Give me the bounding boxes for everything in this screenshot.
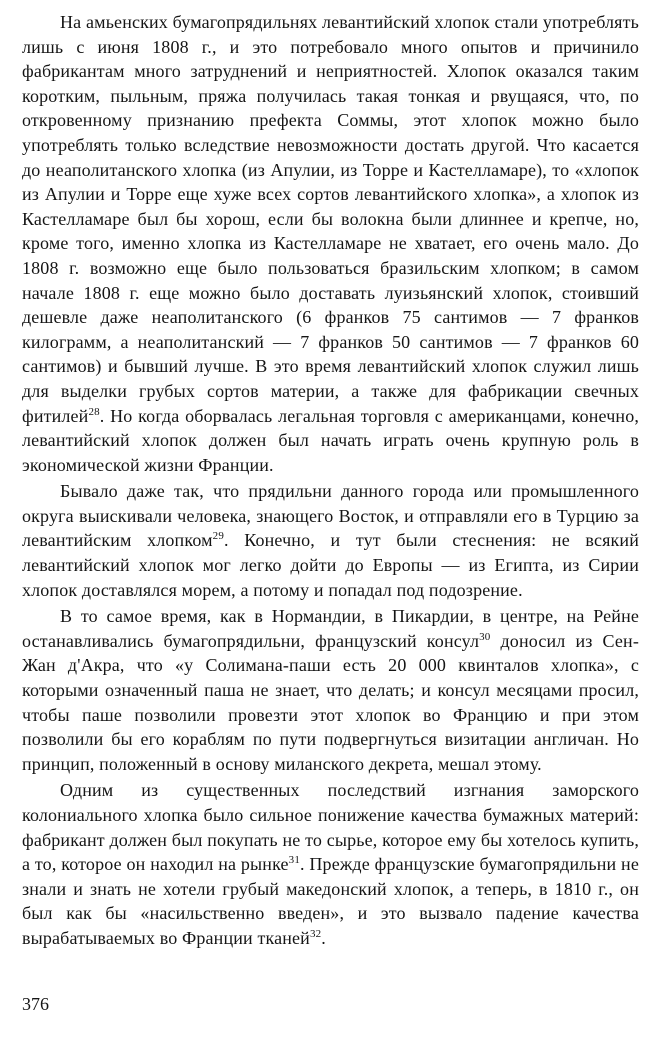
text-run: доносил из Сен-Жан д'Акра, что «у Солимана-паши есть 20 000 квинталов хлопка», с которыми означенный паша не знает, что делать; и консул месяцами просил, чтобы паше позволили провезти этот хлопок во Францию и при этом позволили бы его кораблям по пути подвергнуться визитации англичан. Но принцип, положенный в основу миланского декрета, мешал этому. (22, 630, 639, 774)
text-run: . Конечно, и тут были стеснения: не всякий левантийский хлопок мог легко дойти до Европы — из Египта, из Сирии хлопок доставлялся морем, а потому и попадал под подозрение. (22, 530, 639, 600)
page-number: 376 (22, 994, 49, 1014)
footnote-ref: 28 (88, 405, 100, 418)
footnote-ref: 29 (212, 530, 224, 543)
text-run: . Но когда оборвалась легальная торговля с американцами, конечно, левантийский хлопок должен был начать играть очень крупную роль в экономической жизни Франции. (22, 405, 639, 475)
footnote-ref: 32 (309, 927, 322, 940)
paragraph-3 (22, 604, 639, 776)
body-text (22, 10, 639, 951)
text-run: . Прежде французские бумагопрядильни не знали и знать не хотели грубый македонский хлопок, а теперь, в 1810 г., он был как бы «насильственно введен», и это вызвало падение качества вырабатываемых во Франции тканей (22, 854, 639, 948)
text-run: На амьенских бумагопрядильнях левантийский хлопок стали употреблять лишь с июня 1808 г., и это потребовало много опытов и причинило фабрикантам много затруднений и неприятностей. Хлопок оказался таким коротким, пыльным, пряжа получилась такая тонкая и рвущаяся, что, по откровенному признанию префекта Соммы, этот хлопок можно было употреблять только вследствие невозможности достать другой. Что касается до неаполитанского хлопка (из Апулии, из Торре и Кастелламаре), то «хлопок из Апулии и Торре еще хуже всех сортов левантийского хлопка», а хлопок из Кастелламаре был бы хорош, если бы волокна были длиннее и крепче, но, кроме того, именно хлопка из Кастелламаре не хватает, его очень мало. До 1808 г. возможно еще было пользоваться бразильским хлопком; в самом начале 1808 г. еще можно было доставать луизьянский хлопок, стоивший дешевле даже неаполитанского (6 франков 75 сантимов — 7 франков килограмм, а неаполитанский — 7 франков 50 сантимов — 7 франков 60 сантимов) и бывший лучше. В это время левантийский хлопок служил лишь для выделки грубых сортов материи, а также для фабрикации свечных фитилей (22, 12, 639, 426)
text-run: Одним из существенных последствий изгнания заморского колониального хлопка было сильное понижение качества бумажных материй: фабрикант должен был покупать не то сырье, которое ему бы хотелось купить, а то, которое он находил на рынке (22, 780, 639, 875)
footnote-ref: 31 (288, 854, 300, 867)
text-run: Бывало даже так, что прядильни данного города или промышленного округа выискивали человека, знающего Восток, и отправляли его в Турцию за левантийским хлопком (22, 481, 639, 551)
paragraph-4 (22, 778, 639, 950)
text-run: В то самое время, как в Нормандии, в Пикардии, в центре, на Рейне останавливались бумагопрядильни, французский консул (22, 606, 639, 651)
paragraph-1 (22, 10, 639, 477)
paragraph-2 (22, 479, 639, 602)
footnote-ref: 30 (479, 630, 491, 643)
text-run: . (321, 927, 326, 948)
